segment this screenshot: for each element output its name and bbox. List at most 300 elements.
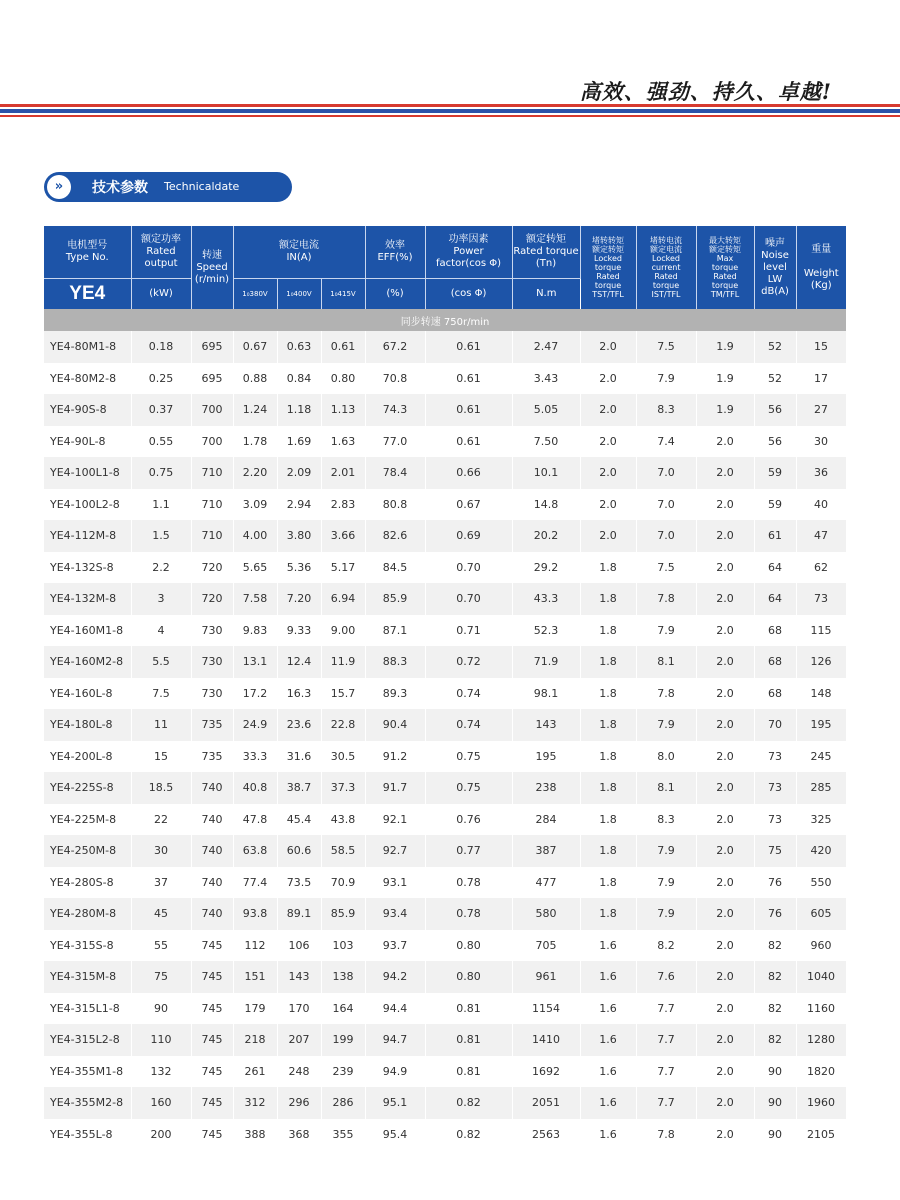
col-output-header: 额定功率 Rated output <box>131 226 191 279</box>
table-cell: 151 <box>233 961 277 993</box>
table-cell: 59 <box>754 457 796 489</box>
table-cell: 73.5 <box>277 867 321 899</box>
table-cell: 160 <box>131 1087 191 1119</box>
table-cell: 2.0 <box>696 930 754 962</box>
table-cell: 2.09 <box>277 457 321 489</box>
table-cell: 2.0 <box>696 961 754 993</box>
table-row <box>44 1087 846 1119</box>
table-cell: 368 <box>277 1119 321 1151</box>
table-cell: 1.8 <box>580 772 636 804</box>
table-cell: 248 <box>277 1056 321 1088</box>
table-cell: 2.0 <box>696 1024 754 1056</box>
table-cell: 1.24 <box>233 394 277 426</box>
table-cell: 0.80 <box>425 961 512 993</box>
table-cell: 82 <box>754 1024 796 1056</box>
table-cell: 285 <box>796 772 846 804</box>
col-ist-header: 堵转电流 额定电流 Locked current Rated torque IST/TFL <box>636 226 696 309</box>
table-cell: 37.3 <box>321 772 365 804</box>
table-cell: 76 <box>754 898 796 930</box>
table-cell: 3.43 <box>512 363 580 395</box>
table-cell: 7.0 <box>636 520 696 552</box>
table-cell: 7.9 <box>636 867 696 899</box>
table-cell: 179 <box>233 993 277 1025</box>
table-cell: 745 <box>191 930 233 962</box>
table-cell: 730 <box>191 678 233 710</box>
table-cell: 199 <box>321 1024 365 1056</box>
unit-torque: N.m <box>512 279 580 310</box>
table-cell: 2.0 <box>696 804 754 836</box>
sync-speed-row <box>44 309 846 331</box>
table-cell: 2.47 <box>512 331 580 363</box>
table-row <box>44 1119 846 1151</box>
col-noise-header: 噪声 Noise level LW dB(A) <box>754 226 796 309</box>
table-cell: 1.8 <box>580 583 636 615</box>
table-cell: 740 <box>191 898 233 930</box>
model-cell: YE4-90L-8 <box>44 426 131 458</box>
model-cell: YE4-100L2-8 <box>44 489 131 521</box>
table-cell: 82 <box>754 930 796 962</box>
table-cell: 95.4 <box>365 1119 425 1151</box>
table-cell: 1.5 <box>131 520 191 552</box>
table-cell: 40.8 <box>233 772 277 804</box>
table-cell: 1160 <box>796 993 846 1025</box>
table-cell: 90 <box>131 993 191 1025</box>
table-cell: 6.94 <box>321 583 365 615</box>
table-cell: 0.88 <box>233 363 277 395</box>
table-cell: 296 <box>277 1087 321 1119</box>
table-cell: 73 <box>754 804 796 836</box>
table-cell: 1692 <box>512 1056 580 1088</box>
section-title-zh: 技术参数 <box>92 180 148 196</box>
model-cell: YE4-280M-8 <box>44 898 131 930</box>
table-cell: 239 <box>321 1056 365 1088</box>
table-cell: 138 <box>321 961 365 993</box>
table-cell: 1.8 <box>580 552 636 584</box>
table-cell: 68 <box>754 615 796 647</box>
table-row <box>44 993 846 1025</box>
model-cell: YE4-315L1-8 <box>44 993 131 1025</box>
table-cell: 3.66 <box>321 520 365 552</box>
table-cell: 8.3 <box>636 394 696 426</box>
table-cell: 580 <box>512 898 580 930</box>
table-cell: 0.67 <box>425 489 512 521</box>
table-cell: 55 <box>131 930 191 962</box>
table-cell: 8.3 <box>636 804 696 836</box>
table-cell: 8.0 <box>636 741 696 773</box>
table-cell: 605 <box>796 898 846 930</box>
col-torque-header: 额定转矩 Rated torque (Tn) <box>512 226 580 279</box>
table-cell: 7.50 <box>512 426 580 458</box>
table-cell: 89.1 <box>277 898 321 930</box>
model-cell: YE4-355L-8 <box>44 1119 131 1151</box>
table-cell: 94.2 <box>365 961 425 993</box>
table-cell: 7.9 <box>636 615 696 647</box>
table-cell: 2.0 <box>696 709 754 741</box>
table-cell: 0.82 <box>425 1119 512 1151</box>
table-cell: 93.7 <box>365 930 425 962</box>
table-cell: 75 <box>754 835 796 867</box>
table-cell: 0.74 <box>425 709 512 741</box>
table-cell: 16.3 <box>277 678 321 710</box>
table-cell: 7.7 <box>636 1087 696 1119</box>
table-cell: 84.5 <box>365 552 425 584</box>
table-cell: 0.70 <box>425 583 512 615</box>
table-cell: 90 <box>754 1087 796 1119</box>
table-cell: 73 <box>796 583 846 615</box>
table-cell: 0.80 <box>425 930 512 962</box>
table-cell: 7.6 <box>636 961 696 993</box>
table-cell: 477 <box>512 867 580 899</box>
col-tst-header: 堵转转矩 额定转矩 Locked torque Rated torque TST/TFL <box>580 226 636 309</box>
table-cell: 7.9 <box>636 898 696 930</box>
table-cell: 1.9 <box>696 363 754 395</box>
table-cell: 43.8 <box>321 804 365 836</box>
table-cell: 8.1 <box>636 646 696 678</box>
table-cell: 3 <box>131 583 191 615</box>
model-cell: YE4-200L-8 <box>44 741 131 773</box>
table-cell: 5.65 <box>233 552 277 584</box>
table-cell: 14.8 <box>512 489 580 521</box>
table-cell: 740 <box>191 772 233 804</box>
table-cell: 68 <box>754 646 796 678</box>
table-row <box>44 520 846 552</box>
table-cell: 30 <box>131 835 191 867</box>
table-cell: 64 <box>754 583 796 615</box>
table-cell: 4 <box>131 615 191 647</box>
table-cell: 0.18 <box>131 331 191 363</box>
table-cell: 98.1 <box>512 678 580 710</box>
table-cell: 1154 <box>512 993 580 1025</box>
table-cell: 73 <box>754 772 796 804</box>
table-cell: 7.8 <box>636 678 696 710</box>
table-row <box>44 1024 846 1056</box>
table-cell: 2.83 <box>321 489 365 521</box>
table-cell: 2.0 <box>696 1087 754 1119</box>
table-cell: 0.81 <box>425 1056 512 1088</box>
table-cell: 745 <box>191 961 233 993</box>
unit-400v: 1₀400V <box>277 279 321 310</box>
table-cell: 143 <box>512 709 580 741</box>
table-row <box>44 867 846 899</box>
table-cell: 7.8 <box>636 583 696 615</box>
table-cell: 94.4 <box>365 993 425 1025</box>
table-cell: 420 <box>796 835 846 867</box>
table-cell: 43.3 <box>512 583 580 615</box>
table-cell: 2.0 <box>580 489 636 521</box>
table-cell: 164 <box>321 993 365 1025</box>
table-cell: 1960 <box>796 1087 846 1119</box>
table-cell: 0.82 <box>425 1087 512 1119</box>
table-cell: 1040 <box>796 961 846 993</box>
table-cell: 9.33 <box>277 615 321 647</box>
table-cell: 1.8 <box>580 678 636 710</box>
table-cell: 7.7 <box>636 1056 696 1088</box>
table-cell: 0.74 <box>425 678 512 710</box>
table-row <box>44 394 846 426</box>
table-cell: 22.8 <box>321 709 365 741</box>
table-cell: 195 <box>512 741 580 773</box>
table-cell: 47.8 <box>233 804 277 836</box>
table-cell: 1.9 <box>696 331 754 363</box>
table-cell: 90 <box>754 1119 796 1151</box>
model-cell: YE4-225M-8 <box>44 804 131 836</box>
table-cell: 115 <box>796 615 846 647</box>
table-row <box>44 741 846 773</box>
table-cell: 730 <box>191 646 233 678</box>
table-cell: 0.37 <box>131 394 191 426</box>
table-row <box>44 835 846 867</box>
table-cell: 710 <box>191 457 233 489</box>
table-cell: 2.0 <box>580 520 636 552</box>
table-cell: 312 <box>233 1087 277 1119</box>
table-cell: 52 <box>754 363 796 395</box>
table-cell: 0.61 <box>321 331 365 363</box>
table-cell: 1.6 <box>580 1119 636 1151</box>
table-cell: 1.6 <box>580 1056 636 1088</box>
col-weight-header: 重量 Weight (Kg) <box>796 226 846 309</box>
table-cell: 70.9 <box>321 867 365 899</box>
table-cell: 745 <box>191 1056 233 1088</box>
table-cell: 261 <box>233 1056 277 1088</box>
table-cell: 1.8 <box>580 615 636 647</box>
table-cell: 92.1 <box>365 804 425 836</box>
table-cell: 1.8 <box>580 898 636 930</box>
table-cell: 1.6 <box>580 930 636 962</box>
table-cell: 0.81 <box>425 1024 512 1056</box>
table-cell: 710 <box>191 520 233 552</box>
table-cell: 1.8 <box>580 867 636 899</box>
table-cell: 2.0 <box>696 615 754 647</box>
table-cell: 2.0 <box>696 678 754 710</box>
table-row <box>44 804 846 836</box>
table-cell: 82 <box>754 993 796 1025</box>
table-cell: 38.7 <box>277 772 321 804</box>
table-row <box>44 457 846 489</box>
table-cell: 7.4 <box>636 426 696 458</box>
table-row <box>44 1056 846 1088</box>
table-cell: 2.0 <box>696 457 754 489</box>
table-cell: 93.4 <box>365 898 425 930</box>
table-cell: 67.2 <box>365 331 425 363</box>
table-cell: 3.09 <box>233 489 277 521</box>
table-cell: 68 <box>754 678 796 710</box>
spec-table-body <box>44 226 846 1150</box>
model-cell: YE4-112M-8 <box>44 520 131 552</box>
table-cell: 0.75 <box>425 741 512 773</box>
table-cell: 8.2 <box>636 930 696 962</box>
table-cell: 2051 <box>512 1087 580 1119</box>
model-cell: YE4-225S-8 <box>44 772 131 804</box>
table-cell: 740 <box>191 835 233 867</box>
table-cell: 7.20 <box>277 583 321 615</box>
table-row <box>44 489 846 521</box>
table-cell: 92.7 <box>365 835 425 867</box>
table-cell: 7.58 <box>233 583 277 615</box>
table-cell: 70.8 <box>365 363 425 395</box>
table-cell: 1.8 <box>580 804 636 836</box>
table-cell: 2.0 <box>696 741 754 773</box>
table-row <box>44 709 846 741</box>
table-cell: 91.7 <box>365 772 425 804</box>
unit-pf: (cos Φ) <box>425 279 512 310</box>
model-cell: YE4-100L1-8 <box>44 457 131 489</box>
table-cell: 4.00 <box>233 520 277 552</box>
table-cell: 0.80 <box>321 363 365 395</box>
table-cell: 24.9 <box>233 709 277 741</box>
table-cell: 71.9 <box>512 646 580 678</box>
table-cell: 85.9 <box>321 898 365 930</box>
table-cell: 77.4 <box>233 867 277 899</box>
table-cell: 88.3 <box>365 646 425 678</box>
table-cell: 745 <box>191 1087 233 1119</box>
table-cell: 700 <box>191 394 233 426</box>
table-cell: 695 <box>191 331 233 363</box>
header-stripe-red <box>0 104 900 107</box>
table-cell: 5.5 <box>131 646 191 678</box>
table-cell: 0.71 <box>425 615 512 647</box>
table-cell: 61 <box>754 520 796 552</box>
table-cell: 170 <box>277 993 321 1025</box>
table-cell: 5.36 <box>277 552 321 584</box>
table-cell: 33.3 <box>233 741 277 773</box>
model-cell: YE4-280S-8 <box>44 867 131 899</box>
table-row <box>44 583 846 615</box>
table-cell: 7.0 <box>636 457 696 489</box>
table-cell: 73 <box>754 741 796 773</box>
table-cell: 745 <box>191 993 233 1025</box>
table-cell: 7.0 <box>636 489 696 521</box>
table-cell: 2.0 <box>696 552 754 584</box>
table-cell: 7.7 <box>636 993 696 1025</box>
table-cell: 7.9 <box>636 835 696 867</box>
model-cell: YE4-315M-8 <box>44 961 131 993</box>
table-cell: 87.1 <box>365 615 425 647</box>
table-cell: 284 <box>512 804 580 836</box>
table-cell: 0.61 <box>425 426 512 458</box>
table-cell: 45.4 <box>277 804 321 836</box>
table-cell: 5.05 <box>512 394 580 426</box>
col-tm-header: 最大转矩 额定转矩 Max torque Rated torque TM/TFL <box>696 226 754 309</box>
table-cell: 960 <box>796 930 846 962</box>
table-cell: 2.0 <box>696 489 754 521</box>
table-cell: 90 <box>754 1056 796 1088</box>
table-cell: 143 <box>277 961 321 993</box>
table-cell: 218 <box>233 1024 277 1056</box>
table-cell: 1.18 <box>277 394 321 426</box>
table-cell: 11.9 <box>321 646 365 678</box>
table-cell: 740 <box>191 867 233 899</box>
table-cell: 15.7 <box>321 678 365 710</box>
table-cell: 0.75 <box>425 772 512 804</box>
table-cell: 93.1 <box>365 867 425 899</box>
table-cell: 325 <box>796 804 846 836</box>
table-cell: 30 <box>796 426 846 458</box>
unit-output: (kW) <box>131 279 191 310</box>
table-cell: 103 <box>321 930 365 962</box>
table-cell: 2105 <box>796 1119 846 1151</box>
table-cell: 2.0 <box>580 457 636 489</box>
table-cell: 745 <box>191 1024 233 1056</box>
table-row <box>44 961 846 993</box>
table-row <box>44 930 846 962</box>
table-cell: 63.8 <box>233 835 277 867</box>
table-cell: 80.8 <box>365 489 425 521</box>
table-cell: 75 <box>131 961 191 993</box>
table-cell: 2.2 <box>131 552 191 584</box>
table-cell: 13.1 <box>233 646 277 678</box>
model-cell: YE4-80M1-8 <box>44 331 131 363</box>
table-cell: 2.94 <box>277 489 321 521</box>
table-cell: 1.8 <box>580 835 636 867</box>
table-cell: 93.8 <box>233 898 277 930</box>
table-cell: 695 <box>191 363 233 395</box>
table-cell: 89.3 <box>365 678 425 710</box>
table-cell: 7.5 <box>636 552 696 584</box>
table-cell: 20.2 <box>512 520 580 552</box>
table-cell: 94.9 <box>365 1056 425 1088</box>
col-eff-header: 效率 EFF(%) <box>365 226 425 279</box>
table-cell: 710 <box>191 489 233 521</box>
table-cell: 2.0 <box>696 867 754 899</box>
table-cell: 110 <box>131 1024 191 1056</box>
model-cell: YE4-355M1-8 <box>44 1056 131 1088</box>
table-cell: 9.83 <box>233 615 277 647</box>
table-cell: 8.1 <box>636 772 696 804</box>
table-cell: 1.8 <box>580 709 636 741</box>
table-cell: 0.63 <box>277 331 321 363</box>
table-cell: 2.0 <box>696 1119 754 1151</box>
model-cell: YE4-132S-8 <box>44 552 131 584</box>
table-cell: 7.9 <box>636 709 696 741</box>
table-cell: 64 <box>754 552 796 584</box>
table-cell: 22 <box>131 804 191 836</box>
col-speed-header: 转速 Speed (r/min) <box>191 226 233 309</box>
col-model-header: 电机型号 Type No. <box>44 226 131 279</box>
table-cell: 9.00 <box>321 615 365 647</box>
table-row <box>44 646 846 678</box>
table-cell: 90.4 <box>365 709 425 741</box>
table-cell: 30.5 <box>321 741 365 773</box>
table-cell: 2.0 <box>696 993 754 1025</box>
table-cell: 286 <box>321 1087 365 1119</box>
table-row <box>44 678 846 710</box>
table-cell: 0.61 <box>425 394 512 426</box>
unit-eff: (%) <box>365 279 425 310</box>
header-stripe-red-thin <box>0 115 900 117</box>
unit-380v: 1₀380V <box>233 279 277 310</box>
table-cell: 59 <box>754 489 796 521</box>
table-cell: 238 <box>512 772 580 804</box>
table-cell: 0.55 <box>131 426 191 458</box>
model-cell: YE4-80M2-8 <box>44 363 131 395</box>
table-row <box>44 552 846 584</box>
table-cell: 60.6 <box>277 835 321 867</box>
table-cell: 0.70 <box>425 552 512 584</box>
table-cell: 0.78 <box>425 867 512 899</box>
table-cell: 132 <box>131 1056 191 1088</box>
table-cell: 0.61 <box>425 331 512 363</box>
table-cell: 2.0 <box>696 898 754 930</box>
model-cell: YE4-250M-8 <box>44 835 131 867</box>
table-cell: 23.6 <box>277 709 321 741</box>
double-chevron-right-icon: » <box>47 175 71 199</box>
table-cell: 91.2 <box>365 741 425 773</box>
table-cell: 1.8 <box>580 741 636 773</box>
table-cell: 36 <box>796 457 846 489</box>
table-cell: 1.8 <box>580 646 636 678</box>
model-cell: YE4-315S-8 <box>44 930 131 962</box>
table-cell: 112 <box>233 930 277 962</box>
